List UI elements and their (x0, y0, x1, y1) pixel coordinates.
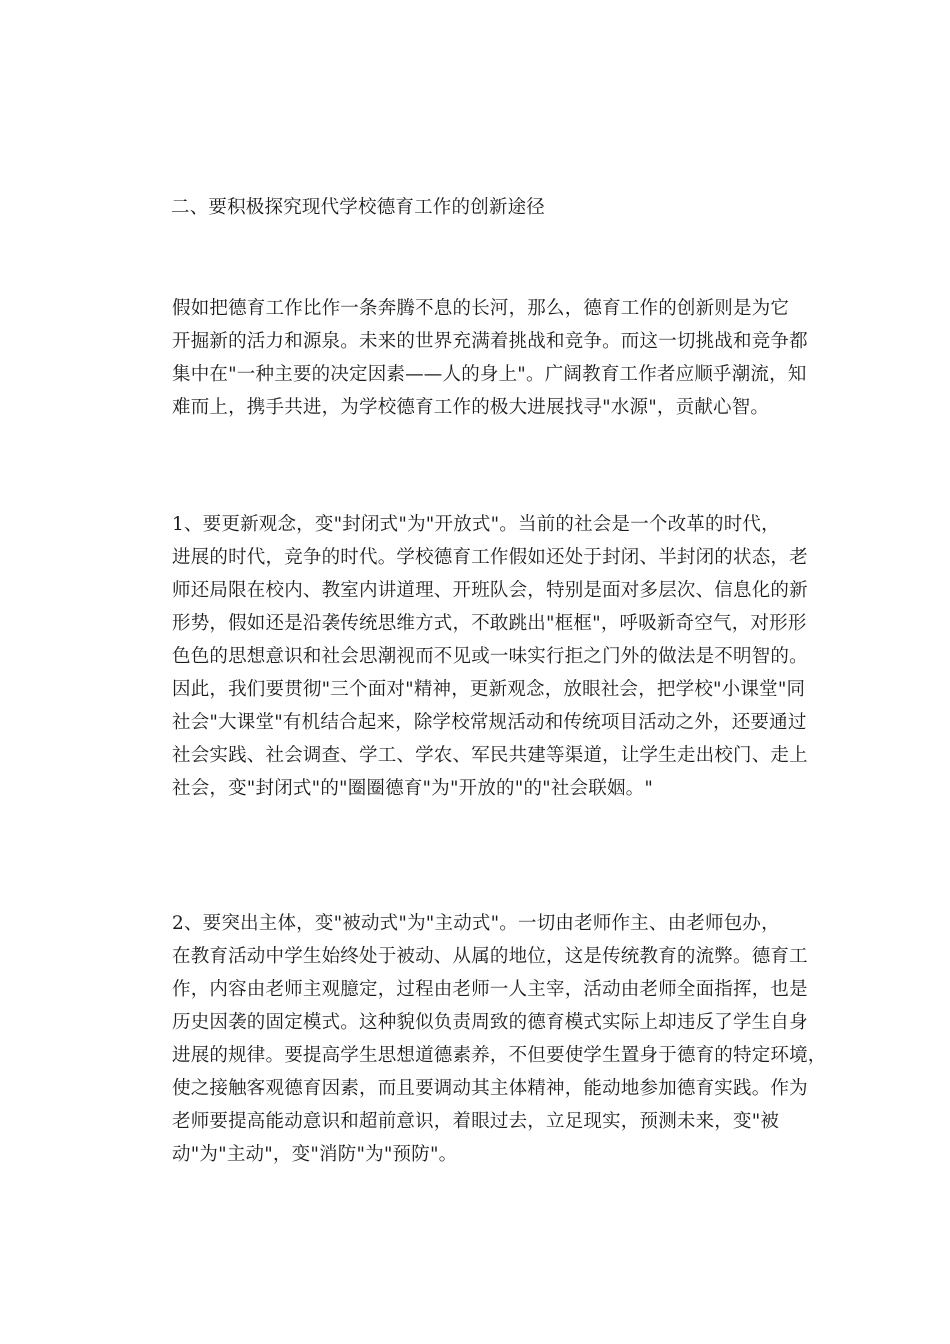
paragraph-line: 社会实践、社会调查、学工、学农、军民共建等渠道，让学生走出校门、走上 (172, 745, 808, 766)
paragraph-point-1 (145, 508, 815, 805)
paragraph-line: 动"为"主动"，变"消防"为"预防"。 (172, 1144, 458, 1165)
paragraph-line: 1、要更新观念，变"封闭式"为"开放式"。当前的社会是一个改革的时代， (172, 514, 780, 535)
paragraph-line: 历史因袭的固定模式。这种貌似负责周致的德育模式实际上却违反了学生自身 (172, 1012, 808, 1033)
paragraph-line: 色色的思想意识和社会思潮视而不见或一味实行拒之门外的做法是不明智的。 (172, 646, 808, 667)
paragraph-line: 2、要突出主体，变"被动式"为"主动式"。一切由老师作主、由老师包办， (172, 913, 780, 934)
paragraph-line: 进展的规律。要提高学生思想道德素养，不但要使学生置身于德育的特定环境， (172, 1045, 827, 1066)
paragraph-point-2 (145, 907, 827, 1171)
paragraph-line: 难而上，携手共进，为学校德育工作的极大进展找寻"水源"，贡献心智。 (172, 397, 770, 418)
paragraph-line: 作，内容由老师主观臆定，过程由老师一人主宰，活动由老师全面指挥，也是 (172, 979, 808, 1000)
paragraph-line: 因此，我们要贯彻"三个面对"精神，更新观念，放眼社会，把学校"小课堂"同 (172, 679, 806, 700)
paragraph-line: 集中在"一种主要的决定因素——人的身上"。广阔教育工作者应顺乎潮流，知 (172, 364, 807, 385)
paragraph-line: 使之接触客观德育因素，而且要调动其主体精神，能动地参加德育实践。作为 (172, 1078, 808, 1099)
paragraph-line: 老师要提高能动意识和超前意识，着眼过去，立足现实，预测未来，变"被 (172, 1111, 780, 1132)
section-heading: 二、要积极探究现代学校德育工作的创新途径 (171, 197, 546, 218)
paragraph-line: 社会"大课堂"有机结合起来，除学校常规活动和传统项目活动之外，还要通过 (172, 712, 807, 733)
paragraph-line: 师还局限在校内、教室内讲道理、开班队会，特别是面对多层次、信息化的新 (172, 580, 808, 601)
paragraph-line: 假如把德育工作比作一条奔腾不息的长河，那么，德育工作的创新则是为它 (172, 298, 790, 319)
paragraph-intro (145, 292, 815, 424)
paragraph-line: 开掘新的活力和源泉。未来的世界充满着挑战和竞争。而这一切挑战和竞争都 (172, 331, 808, 352)
paragraph-line: 社会，变"封闭式"的"圈圈德育"为"开放的"的"社会联姻。" (172, 778, 654, 799)
paragraph-line: 在教育活动中学生始终处于被动、从属的地位，这是传统教育的流弊。德育工 (172, 946, 808, 967)
paragraph-line: 进展的时代，竞争的时代。学校德育工作假如还处于封闭、半封闭的状态，老 (172, 547, 808, 568)
paragraph-line: 形势，假如还是沿袭传统思维方式，不敢跳出"框框"，呼吸新奇空气，对形形 (172, 613, 807, 634)
